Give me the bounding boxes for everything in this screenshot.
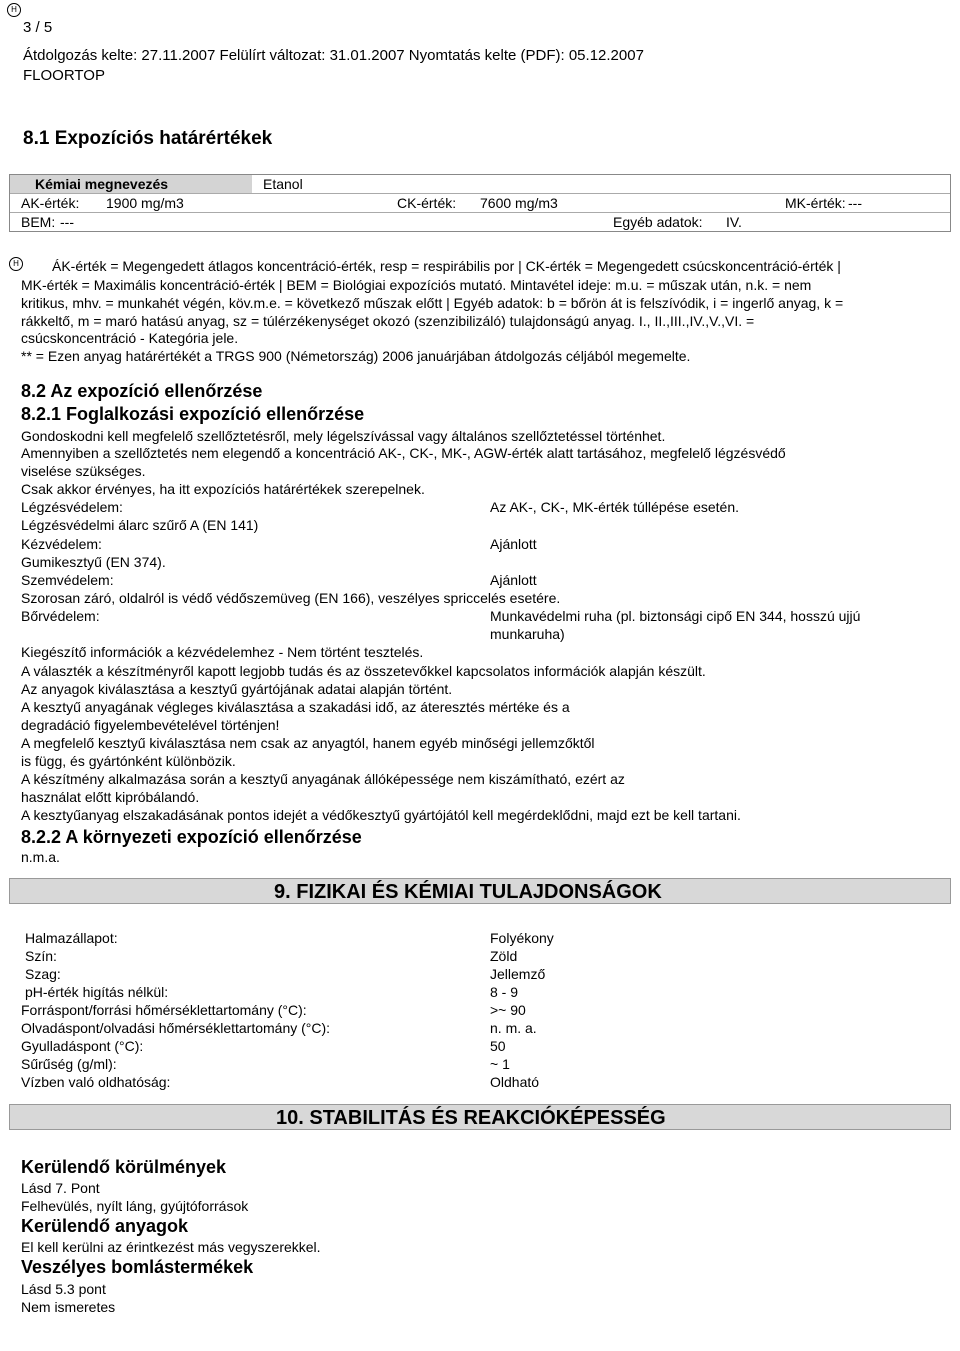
text-line: Amennyiben a szellőztetés nem elegendő a koncentráció AK-, CK-, MK-, AGW-érték alatt tartásához, megfelelő légzésvédő	[21, 445, 786, 461]
env-exposure-value: n.m.a.	[21, 849, 60, 865]
text-line: Csak akkor érvényes, ha itt expozíciós határértékek szerepelnek.	[21, 481, 425, 497]
property-label: Gyulladáspont (°C):	[21, 1038, 144, 1054]
property-value: Zöld	[490, 948, 518, 964]
property-label: Forráspont/forrási hőmérséklettartomány (°C):	[21, 1002, 307, 1018]
property-label: Olvadáspont/olvadási hőmérséklettartomány (°C):	[21, 1020, 331, 1036]
glove-info-line: használat előtt kipróbálandó.	[21, 789, 200, 805]
property-value: Jellemző	[490, 966, 546, 982]
skin-protection-value: munkaruha)	[490, 626, 565, 642]
revision-marker-icon: H	[7, 3, 21, 17]
property-value: >~ 90	[490, 1002, 526, 1018]
avoid-conditions-heading: Kerülendő körülmények	[21, 1157, 227, 1177]
ck-label: CK-érték:	[397, 195, 457, 211]
hand-protection-detail: Gumikesztyű (EN 374).	[21, 554, 166, 570]
table-row	[10, 175, 950, 194]
section-9-heading: 9. FIZIKAI ÉS KÉMIAI TULAJDONSÁGOK	[274, 881, 662, 903]
property-label: Vízben való oldhatóság:	[21, 1074, 171, 1090]
property-label: Szag:	[25, 966, 61, 982]
decomposition-heading: Veszélyes bomlástermékek	[21, 1257, 254, 1277]
legend-line: ÁK-érték = Megengedett átlagos koncentráció-érték, resp = respirábilis por | CK-érték = Megengedett csúcskoncentráció-érték |	[52, 258, 841, 274]
glove-info-line: A készítmény alkalmazása során a kesztyű anyagának állóképessége nem kiszámítható, ezért az	[21, 771, 625, 787]
glove-info-line: A kesztyű anyagának végleges kiválasztása a szakadási idő, az áteresztés mértéke és a	[21, 699, 570, 715]
property-label: Szín:	[25, 948, 57, 964]
resp-protection-label: Légzésvédelem:	[21, 499, 123, 515]
table-row	[10, 194, 950, 213]
property-value: Oldható	[490, 1074, 540, 1090]
skin-protection-label: Bőrvédelem:	[21, 608, 100, 624]
section-9-banner	[9, 878, 951, 904]
chem-name-value: Etanol	[263, 176, 303, 192]
bem-value: ---	[60, 214, 74, 230]
glove-info-line: A megfelelő kesztyű kiválasztása nem csak az anyagtól, hanem egyéb minőségi jellemzőktől	[21, 735, 595, 751]
revision-marker-icon: H	[9, 257, 23, 271]
legend-line: csúcskoncentráció - Kategória jele.	[21, 330, 239, 346]
eye-protection-label: Szemvédelem:	[21, 572, 114, 588]
avoid-materials-heading: Kerülendő anyagok	[21, 1216, 189, 1236]
skin-protection-value: Munkavédelmi ruha (pl. biztonsági cipő EN 344, hosszú ujjú	[490, 608, 861, 624]
dates-line: Átdolgozás kelte: 27.11.2007 Felülírt változat: 31.01.2007 Nyomtatás kelte (PDF): 05.12.2007	[23, 47, 644, 64]
section-8-1-heading: 8.1 Expozíciós határértékek	[23, 128, 273, 149]
bem-label: BEM:	[21, 214, 56, 230]
legend-line: MK-érték = Maximális koncentráció-érték | BEM = Biológiai expozíciós mutató. Mintavétel ideje: m.u. = műszak után, n.k. = nem	[21, 277, 812, 293]
glove-info-line: A kesztyűanyag elszakadásának pontos idejét a védőkesztyű gyártójától kell megérdeklődni, majd ezt be kell tartani.	[21, 807, 741, 823]
page-number: 3 / 5	[23, 19, 53, 36]
ck-value: 7600 mg/m3	[480, 195, 558, 211]
property-label: Halmazállapot:	[25, 930, 118, 946]
mk-label: MK-érték:	[785, 195, 846, 211]
glove-info-line: Az anyagok kiválasztása a kesztyű gyártójának adatai alapján történt.	[21, 681, 453, 697]
text-line: viselése szükséges.	[21, 463, 146, 479]
property-value: Folyékony	[490, 930, 554, 946]
section-10-banner	[9, 1104, 951, 1130]
avoid-conditions-line: Felhevülés, nyílt láng, gyújtóforrások	[21, 1198, 249, 1214]
glove-info-line: Kiegészítő információk a kézvédelemhez - Nem történt tesztelés.	[21, 644, 424, 660]
ak-label: AK-érték:	[21, 195, 80, 211]
avoid-conditions-line: Lásd 7. Pont	[21, 1180, 100, 1196]
section-8-2-2-heading: 8.2.2 A környezeti expozíció ellenőrzése	[21, 827, 362, 847]
other-data-label: Egyéb adatok:	[613, 214, 703, 230]
property-value: n. m. a.	[490, 1020, 537, 1036]
table-row	[10, 213, 950, 231]
exposure-limits-table	[9, 174, 951, 232]
hand-protection-label: Kézvédelem:	[21, 536, 102, 552]
hand-protection-value: Ajánlott	[490, 536, 537, 552]
ak-value: 1900 mg/m3	[106, 195, 184, 211]
avoid-materials-line: El kell kerülni az érintkezést más vegyszerekkel.	[21, 1239, 321, 1255]
section-8-2-1-heading: 8.2.1 Foglalkozási expozíció ellenőrzése	[21, 404, 365, 424]
mk-value: ---	[848, 195, 862, 211]
legend-line: rákkeltő, m = maró hatású anyag, sz = túlérzékenységet okozó (szenzibilizáló) tulajdonságú anyag. I., II.,III.,IV.,V.,VI. =	[21, 313, 755, 329]
glove-info-line: degradáció figyelembevételével történjen!	[21, 717, 280, 733]
decomposition-line: Nem ismeretes	[21, 1299, 116, 1315]
glove-info-line: A választék a készítményről kapott legjobb tudás és az összetevőkkel kapcsolatos információk alapján készült.	[21, 663, 706, 679]
section-10-heading: 10. STABILITÁS ÉS REAKCIÓKÉPESSÉG	[276, 1107, 666, 1129]
section-8-2-heading: 8.2 Az expozíció ellenőrzése	[21, 381, 263, 401]
legend-line: ** = Ezen anyag határértékét a TRGS 900 (Németország) 2006 januárjában átdolgozás céljából megemelte.	[21, 348, 691, 364]
property-label: Sűrűség (g/ml):	[21, 1056, 117, 1072]
text-line: Gondoskodni kell megfelelő szellőztetésről, mely légelszívással vagy általános szellőztetéssel történhet.	[21, 428, 666, 444]
glove-info-line: is függ, és gyártónként különbözik.	[21, 753, 236, 769]
eye-protection-value: Ajánlott	[490, 572, 537, 588]
resp-protection-detail: Légzésvédelmi álarc szűrő A (EN 141)	[21, 517, 259, 533]
decomposition-line: Lásd 5.3 pont	[21, 1281, 106, 1297]
property-value: 50	[490, 1038, 506, 1054]
other-data-value: IV.	[726, 214, 742, 230]
property-value: ~ 1	[490, 1056, 510, 1072]
eye-protection-detail: Szorosan záró, oldalról is védő védőszemüveg (EN 166), veszélyes spriccelés esetére.	[21, 590, 561, 606]
property-label: pH-érték higítás nélkül:	[25, 984, 169, 1000]
legend-line: kritikus, mhv. = munkahét végén, köv.m.e. = következő műszak előtt | Egyéb adatok: b = bőrön át is felszívódik, i = ingerlő anyag, k =	[21, 295, 844, 311]
chem-name-label: Kémiai megnevezés	[35, 176, 169, 192]
property-value: 8 - 9	[490, 984, 519, 1000]
product-name: FLOORTOP	[23, 67, 105, 84]
resp-protection-value: Az AK-, CK-, MK-érték túllépése esetén.	[490, 499, 739, 515]
